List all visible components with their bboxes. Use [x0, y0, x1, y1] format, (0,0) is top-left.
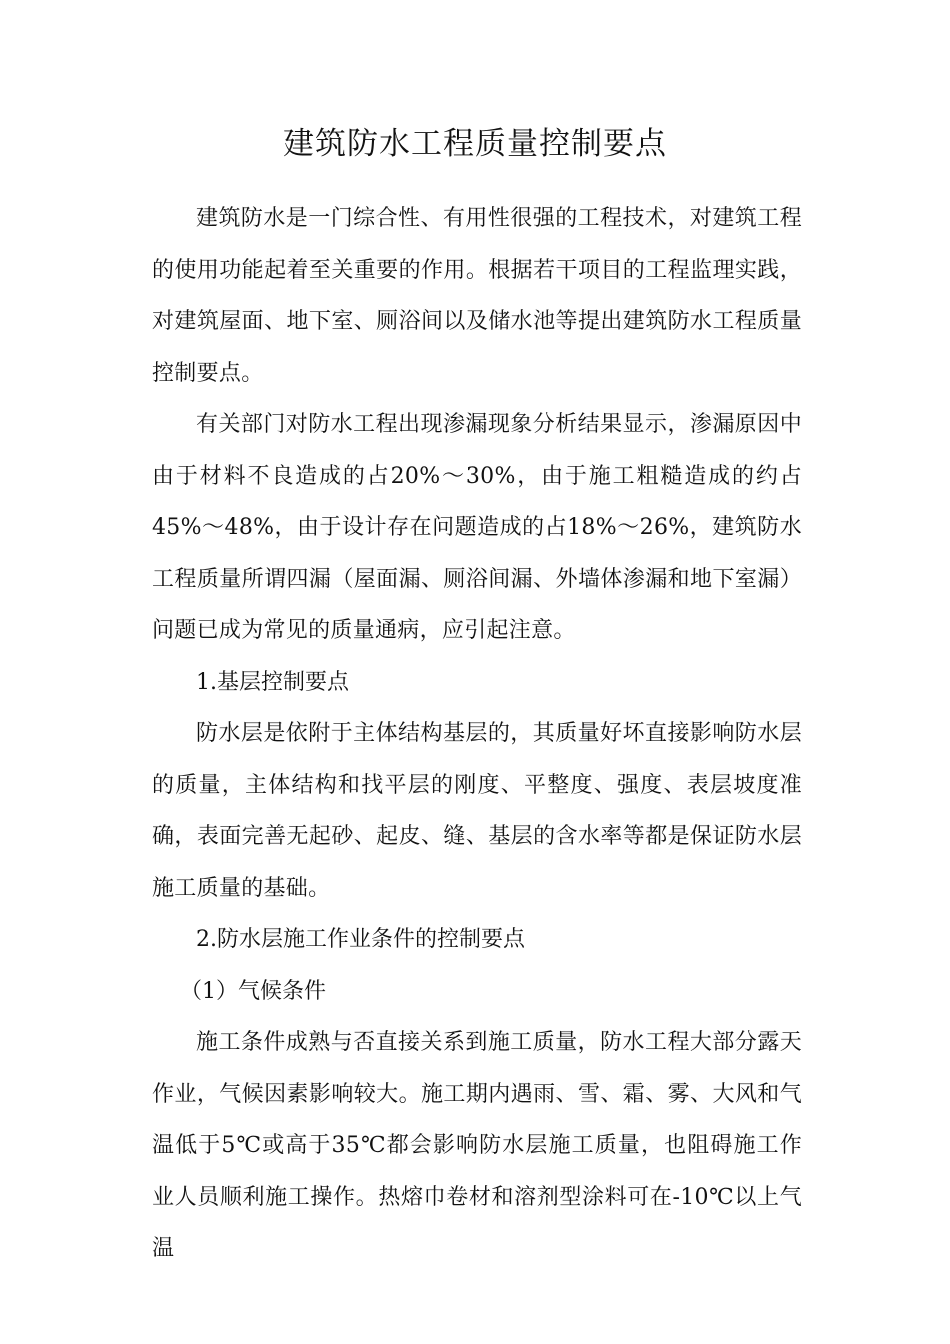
paragraph-climate-conditions: 施工条件成熟与否直接关系到施工质量，防水工程大部分露天作业，气候因素影响较大。施工期内遇雨、雪、霜、雾、大风和气温低于5℃或高于35℃都会影响防水层施工质量，也阻碍施工作业人员顺利施工操作。热熔巾卷材和溶剂型涂料可在-10℃以上气温 — [152, 1030, 802, 1261]
document-title: 建筑防水工程质量控制要点 — [283, 126, 667, 162]
paragraph-base-layer: 防水层是依附于主体结构基层的，其质量好坏直接影响防水层的质量，主体结构和找平层的刚度、平整度、强度、表层坡度准确，表面完善无起砂、起皮、缝、基层的含水率等都是保证防水层施工质量的基础。 — [152, 721, 802, 901]
document-body — [152, 193, 802, 1275]
paragraph-leak-analysis: 有关部门对防水工程出现渗漏现象分析结果显示，渗漏原因中由于材料不良造成的占20%～30%，由于施工粗糙造成的约占45%～48%，由于设计存在问题造成的占18%～26%，建筑防水工程质量所谓四漏（屋面漏、厕浴间漏、外墙体渗漏和地下室漏）问题已成为常见的质量通病，应引起注意。 — [152, 412, 802, 643]
section-heading-work-conditions: 2.防水层施工作业条件的控制要点 — [196, 927, 525, 952]
subsection-heading-climate: （1）气候条件 — [180, 978, 326, 1004]
section-heading-base-control: 1.基层控制要点 — [196, 669, 349, 695]
paragraph-intro: 建筑防水是一门综合性、有用性很强的工程技术，对建筑工程的使用功能起着至关重要的作用。根据若干项目的工程监理实践，对建筑屋面、地下室、厕浴间以及储水池等提出建筑防水工程质量控制要点。 — [152, 206, 802, 386]
